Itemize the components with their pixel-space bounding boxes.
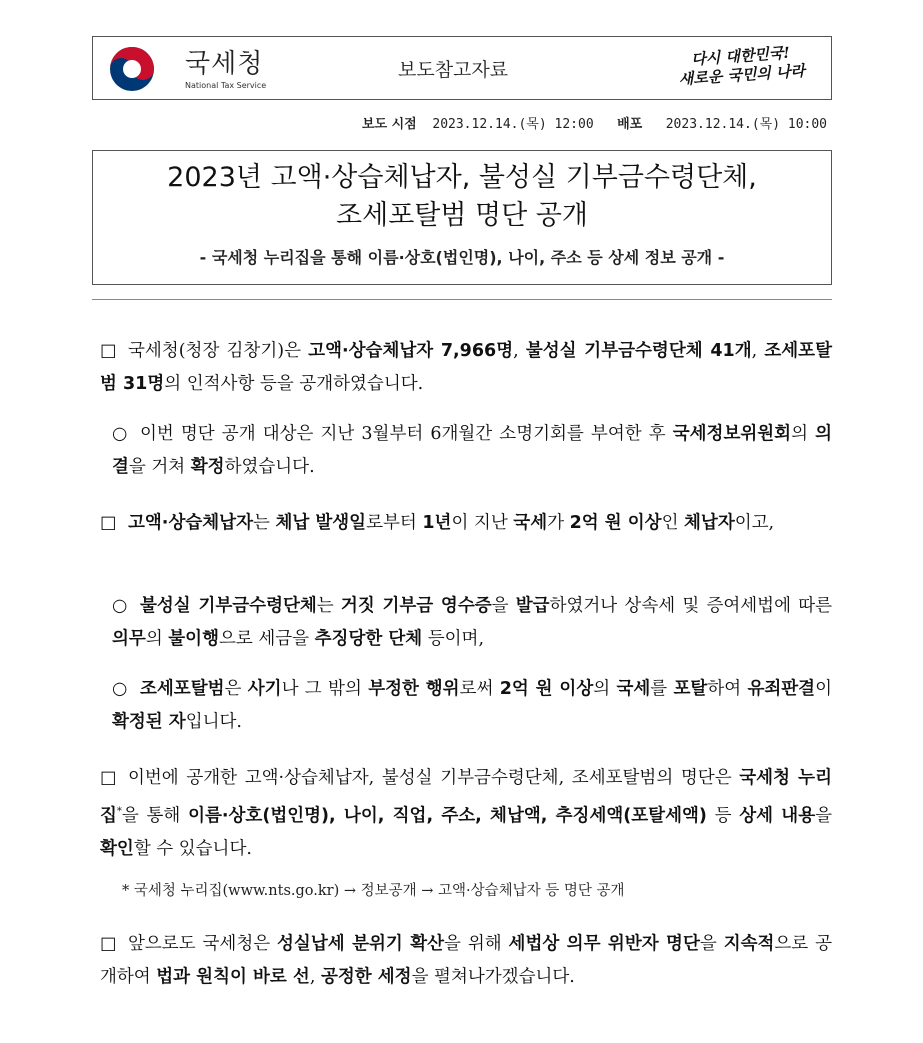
headline-line-1: 2023년 고액·상습체납자, 불성실 기부금수령단체, xyxy=(167,162,757,193)
text: 의 xyxy=(791,424,816,444)
text: 을 위해 xyxy=(444,934,509,954)
paragraph-2b xyxy=(112,673,832,739)
emphasis: 법과 원칙이 바로 선 xyxy=(156,967,310,987)
text: 이 지난 xyxy=(451,513,514,533)
org-name-en: National Tax Service xyxy=(185,81,267,90)
emphasis: 확정 xyxy=(190,457,225,477)
release-info xyxy=(362,113,827,132)
slogan-calligraphy xyxy=(658,41,826,98)
text: 하였거나 상속세 및 증여세법에 따른 xyxy=(549,596,833,616)
text: 는 xyxy=(252,513,276,533)
paragraph-2a xyxy=(112,590,832,656)
emphasis: 추징당한 단체 xyxy=(314,629,423,649)
headline-line-2: 조세포탈범 명단 공개 xyxy=(336,200,588,231)
emphasis: 고액·상습체납자 7,966명 xyxy=(308,341,514,361)
distribution-label: 배포 xyxy=(617,117,643,132)
square-bullet-icon: □ xyxy=(100,934,117,954)
emphasis: 의무 xyxy=(112,629,146,649)
text: 의 인적사항 등을 공개하였습니다. xyxy=(164,374,424,394)
text: 앞으로도 국세청은 xyxy=(128,934,278,954)
distribution-time: 2023.12.14.(목) 10:00 xyxy=(665,117,827,132)
release-time: 2023.12.14.(목) 12:00 xyxy=(432,117,594,132)
text: 을 통해 xyxy=(121,805,189,826)
text: 로부터 xyxy=(366,513,423,533)
text: 등 xyxy=(706,805,740,826)
text: 이번에 공개한 고액·상습체납자, 불성실 기부금수령단체, 조세포탈범의 명단은 xyxy=(128,768,740,788)
slogan-line-2: 새로운 국민의 나라 xyxy=(678,61,806,89)
emphasis: 2억 원 이상 xyxy=(499,679,594,699)
text: 하여 xyxy=(707,679,748,699)
square-bullet-icon: □ xyxy=(100,513,117,533)
text: 을 xyxy=(815,805,833,826)
text: 은 xyxy=(224,679,248,699)
text: 가 xyxy=(547,513,570,533)
text: 로써 xyxy=(459,679,500,699)
emphasis: 국세 xyxy=(513,513,548,533)
emphasis: 확정된 자 xyxy=(112,712,186,732)
text: 으로 세금을 xyxy=(219,629,315,649)
emphasis: 조세포탈범 31명 xyxy=(100,341,832,394)
text: 이번 명단 공개 대상은 지난 3월부터 6개월간 소명기회를 부여한 후 xyxy=(140,424,673,444)
subheadline: - 국세청 누리집을 통해 이름·상호(법인명), 나이, 주소 등 상세 정보 공개 - xyxy=(199,248,725,267)
emphasis: 2억 원 이상 xyxy=(569,513,662,533)
nts-taegeuk-logo-icon xyxy=(101,43,163,95)
text: 을 xyxy=(699,934,724,954)
release-label: 보도 시점 xyxy=(361,117,417,132)
footnote-marker: * xyxy=(116,806,122,817)
text: 를 xyxy=(650,679,674,699)
emphasis: 조세포탈범 xyxy=(140,679,225,699)
emphasis: 이름·상호(법인명), 나이, 직업, 주소, 체납액, 추징세액(포탈세액) xyxy=(188,805,707,826)
emphasis: 국세청 누리집 xyxy=(100,768,832,826)
emphasis: 사기 xyxy=(247,679,282,699)
text: 등이며, xyxy=(422,629,485,649)
emphasis: 고액·상습체납자 xyxy=(128,513,253,533)
headline xyxy=(93,159,831,235)
paragraph-2 xyxy=(100,507,832,540)
divider xyxy=(92,299,832,300)
text: 을 펼쳐나가겠습니다. xyxy=(411,967,575,987)
emphasis: 체납 발생일 xyxy=(275,513,367,533)
paragraph-1 xyxy=(100,335,832,401)
text: , xyxy=(751,341,765,361)
text: 는 xyxy=(316,596,341,616)
slogan-line-1: 다시 대한민국! xyxy=(690,43,791,69)
org-name: 국세청 xyxy=(185,49,264,79)
emphasis: 의결 xyxy=(112,424,832,477)
emphasis: 발급 xyxy=(515,596,550,616)
square-bullet-icon: □ xyxy=(100,768,117,788)
emphasis: 유죄판결 xyxy=(747,679,816,699)
text: 국세청(청장 김창기)은 xyxy=(128,341,309,361)
emphasis: 불성실 기부금수령단체 xyxy=(140,596,317,616)
emphasis: 거짓 기부금 영수증 xyxy=(340,596,492,616)
text: , xyxy=(309,967,321,987)
text: 이고, xyxy=(734,513,775,533)
square-bullet-icon: □ xyxy=(100,341,117,361)
doc-type-label: 보도참고자료 xyxy=(398,59,509,81)
text: , xyxy=(513,341,526,361)
emphasis: 지속적 xyxy=(723,934,775,954)
emphasis: 국세정보위원회 xyxy=(672,424,792,444)
emphasis: 불성실 기부금수령단체 41개 xyxy=(525,341,752,361)
text: 하였습니다. xyxy=(224,457,315,477)
paragraph-1a xyxy=(112,418,832,484)
emphasis: 불이행 xyxy=(168,629,219,649)
text: 을 xyxy=(491,596,516,616)
circle-bullet-icon: ○ xyxy=(112,424,128,444)
emphasis: 국세 xyxy=(616,679,651,699)
text: 을 거쳐 xyxy=(128,457,191,477)
text: 이 xyxy=(815,679,832,699)
text: 할 수 있습니다. xyxy=(133,838,252,859)
circle-bullet-icon: ○ xyxy=(112,679,128,699)
emphasis: 1년 xyxy=(422,513,452,533)
paragraph-3 xyxy=(100,762,832,866)
emphasis: 공정한 세정 xyxy=(320,967,412,987)
text: 으로 공개하여 xyxy=(100,934,833,987)
paragraph-4 xyxy=(100,928,832,994)
text: 나 그 밖의 xyxy=(281,679,369,699)
text: 의 xyxy=(145,629,169,649)
emphasis: 세법상 의무 위반자 명단 xyxy=(508,934,700,954)
title-box xyxy=(92,150,832,285)
circle-bullet-icon: ○ xyxy=(112,596,128,616)
emphasis: 성실납세 분위기 확산 xyxy=(277,934,445,954)
header-box xyxy=(92,36,832,100)
emphasis: 확인 xyxy=(100,838,134,859)
text: 의 xyxy=(593,679,617,699)
footnote: * 국세청 누리집(www.nts.go.kr) → 정보공개 → 고액·상습체납자 등 명단 공개 xyxy=(122,883,625,899)
text: 입니다. xyxy=(185,712,242,732)
emphasis: 체납자 xyxy=(684,513,735,533)
emphasis: 부정한 행위 xyxy=(368,679,460,699)
emphasis: 상세 내용 xyxy=(739,805,816,826)
text: 인 xyxy=(661,513,685,533)
emphasis: 포탈 xyxy=(673,679,708,699)
